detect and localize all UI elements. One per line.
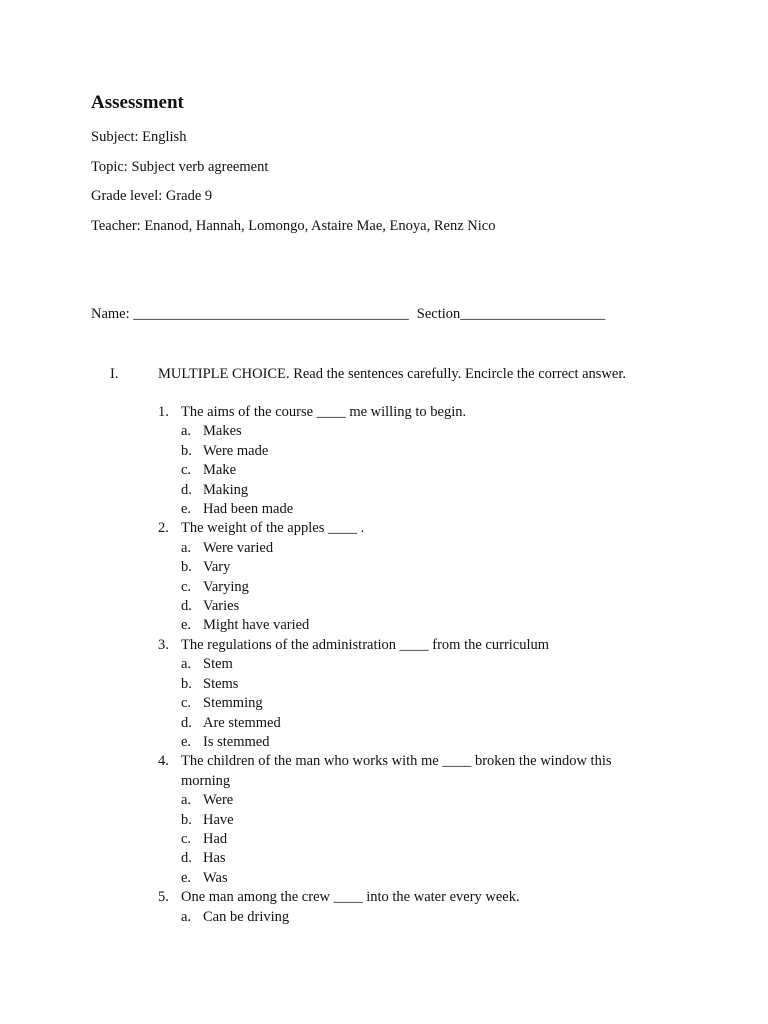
answer-option[interactable] bbox=[181, 500, 648, 519]
option-list bbox=[158, 539, 648, 636]
option-letter: e. bbox=[181, 733, 192, 750]
option-list bbox=[158, 655, 648, 752]
option-letter: a. bbox=[181, 908, 192, 925]
option-text: Varies bbox=[203, 598, 240, 615]
option-text: Was bbox=[203, 869, 228, 886]
option-text: Might have varied bbox=[203, 617, 310, 634]
question-row bbox=[158, 752, 648, 791]
question-number: 1. bbox=[158, 404, 169, 420]
question-item bbox=[158, 888, 648, 927]
answer-option[interactable] bbox=[181, 597, 648, 616]
option-letter: b. bbox=[181, 442, 192, 459]
option-text: Makes bbox=[203, 423, 242, 440]
option-letter: a. bbox=[181, 423, 192, 440]
answer-option[interactable] bbox=[181, 733, 648, 752]
option-text: Can be driving bbox=[203, 908, 290, 925]
option-letter: e. bbox=[181, 617, 192, 634]
option-text: Stemming bbox=[203, 695, 263, 712]
name-field: Name: ______________________________________ bbox=[91, 306, 409, 322]
part-heading bbox=[110, 366, 626, 383]
option-letter: c. bbox=[181, 695, 192, 712]
question-number: 2. bbox=[158, 520, 169, 537]
option-text: Had been made bbox=[203, 501, 294, 518]
option-text: Stem bbox=[203, 656, 233, 673]
answer-option[interactable] bbox=[181, 481, 648, 500]
answer-option[interactable] bbox=[181, 539, 648, 558]
option-letter: a. bbox=[181, 656, 192, 673]
question-number: 5. bbox=[158, 889, 169, 906]
option-letter: e. bbox=[181, 501, 192, 518]
option-letter: b. bbox=[181, 811, 192, 828]
option-text: Were made bbox=[203, 442, 269, 459]
subject-line: Subject: English bbox=[91, 129, 187, 145]
question-text: The regulations of the administration ____ from the curriculum bbox=[181, 636, 550, 653]
option-letter: d. bbox=[181, 850, 192, 867]
answer-option[interactable] bbox=[181, 908, 648, 927]
question-row bbox=[158, 519, 648, 538]
option-letter: c. bbox=[181, 462, 192, 479]
answer-option[interactable] bbox=[181, 461, 648, 480]
question-item bbox=[158, 752, 648, 888]
option-text: Had bbox=[203, 830, 228, 847]
section-field: Section____________________ bbox=[416, 306, 606, 322]
option-letter: c. bbox=[181, 578, 192, 595]
question-text: The children of the man who works with me ____ broken the window this morning bbox=[181, 753, 612, 789]
document-title: Assessment bbox=[91, 92, 184, 113]
option-text: Is stemmed bbox=[203, 733, 270, 750]
grade-line: Grade level: Grade 9 bbox=[91, 188, 213, 204]
option-letter: b. bbox=[181, 675, 192, 692]
question-number: 3. bbox=[158, 636, 169, 653]
option-list bbox=[158, 908, 648, 927]
answer-option[interactable] bbox=[181, 558, 648, 577]
option-letter: d. bbox=[181, 598, 192, 615]
answer-option[interactable] bbox=[181, 849, 648, 868]
answer-option[interactable] bbox=[181, 422, 648, 441]
option-text: Stems bbox=[203, 675, 239, 692]
option-text: Are stemmed bbox=[203, 714, 281, 731]
question-list bbox=[158, 403, 648, 927]
answer-option[interactable] bbox=[181, 675, 648, 694]
option-letter: c. bbox=[181, 830, 192, 847]
question-item bbox=[158, 519, 648, 635]
answer-option[interactable] bbox=[181, 791, 648, 810]
answer-option[interactable] bbox=[181, 442, 648, 461]
answer-option[interactable] bbox=[181, 869, 648, 888]
question-text: One man among the crew ____ into the water every week. bbox=[181, 889, 520, 906]
part-numeral: I. bbox=[110, 366, 119, 382]
answer-option[interactable] bbox=[181, 655, 648, 674]
teacher-line: Teacher: Enanod, Hannah, Lomongo, Astaire Mae, Enoya, Renz Nico bbox=[91, 218, 496, 234]
option-letter: d. bbox=[181, 714, 192, 731]
option-letter: a. bbox=[181, 539, 192, 556]
part-instructions: MULTIPLE CHOICE. Read the sentences carefully. Encircle the correct answer. bbox=[158, 366, 626, 382]
answer-option[interactable] bbox=[181, 714, 648, 733]
question-row bbox=[158, 636, 648, 655]
answer-option[interactable] bbox=[181, 811, 648, 830]
question-item bbox=[158, 403, 648, 519]
answer-option[interactable] bbox=[181, 694, 648, 713]
answer-option[interactable] bbox=[181, 830, 648, 849]
answer-option[interactable] bbox=[181, 578, 648, 597]
question-number: 4. bbox=[158, 753, 169, 770]
question-row bbox=[158, 888, 648, 907]
option-text: Were varied bbox=[203, 539, 274, 556]
question-text: The weight of the apples ____ . bbox=[181, 520, 365, 537]
question-text: The aims of the course ____ me willing to begin. bbox=[181, 404, 467, 420]
option-letter: b. bbox=[181, 559, 192, 576]
option-text: Varying bbox=[203, 578, 249, 595]
option-letter: d. bbox=[181, 481, 192, 498]
answer-option[interactable] bbox=[181, 616, 648, 635]
topic-line: Topic: Subject verb agreement bbox=[91, 159, 269, 175]
student-info-line bbox=[91, 306, 605, 323]
question-row bbox=[158, 403, 648, 422]
option-text: Were bbox=[203, 792, 234, 809]
option-text: Make bbox=[203, 462, 237, 479]
option-letter: a. bbox=[181, 792, 192, 809]
option-text: Has bbox=[203, 850, 226, 867]
question-item bbox=[158, 636, 648, 752]
option-letter: e. bbox=[181, 869, 192, 886]
option-text: Have bbox=[203, 811, 234, 828]
option-list bbox=[158, 422, 648, 519]
option-list bbox=[158, 791, 648, 888]
option-text: Making bbox=[203, 481, 249, 498]
option-text: Vary bbox=[203, 559, 231, 576]
